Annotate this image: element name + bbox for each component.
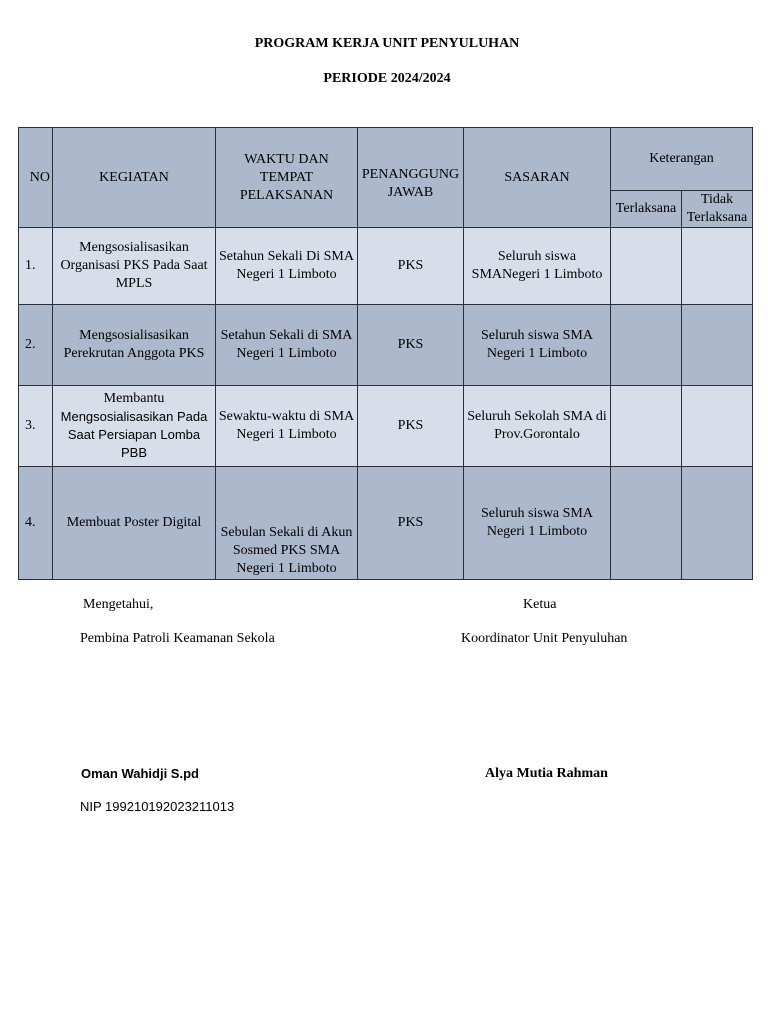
row-penanggung-jawab: PKS [358, 386, 464, 467]
left-signer-nip: NIP 199210192023211013 [80, 799, 235, 814]
row-kegiatan: Membuat Poster Digital [53, 467, 216, 580]
table-row [19, 228, 753, 305]
header-sasaran: SASARAN [464, 128, 611, 228]
row-kegiatan-line2: Mengsosialisasikan Pada Saat Persiapan Lomba PBB [60, 409, 208, 460]
row-penanggung-jawab: PKS [358, 228, 464, 305]
row-tidak-terlaksana [682, 467, 753, 580]
right-signer-name: Alya Mutia Rahman [485, 766, 608, 781]
table-row [19, 467, 753, 580]
header-kegiatan: KEGIATAN [53, 128, 216, 228]
table-row [19, 386, 753, 467]
right-signer-title: Ketua [523, 597, 557, 612]
row-waktu: Setahun Sekali di SMA Negeri 1 Limboto [216, 305, 358, 386]
row-tidak-terlaksana [682, 305, 753, 386]
row-kegiatan: Mengsosialisasikan Organisasi PKS Pada Saat MPLS [53, 228, 216, 305]
row-penanggung-jawab: PKS [358, 467, 464, 580]
row-tidak-terlaksana [682, 386, 753, 467]
program-table [18, 127, 753, 580]
header-tidak-terlaksana: Tidak Terlaksana [682, 191, 753, 228]
row-penanggung-jawab: PKS [358, 305, 464, 386]
row-kegiatan: Mengsosialisasikan Perekrutan Anggota PKS [53, 305, 216, 386]
header-waktu: WAKTU DAN TEMPAT PELAKSANAN [216, 128, 358, 228]
header-row [19, 128, 753, 191]
left-signer-name: Oman Wahidji S.pd [81, 766, 199, 781]
row-terlaksana [611, 386, 682, 467]
right-signer-role: Koordinator Unit Penyuluhan [461, 631, 628, 646]
row-waktu: Setahun Sekali Di SMA Negeri 1 Limboto [216, 228, 358, 305]
row-sasaran: Seluruh siswa SMA Negeri 1 Limboto [464, 305, 611, 386]
header-no: NO [19, 128, 53, 228]
row-sasaran: Seluruh Sekolah SMA di Prov.Gorontalo [464, 386, 611, 467]
row-number: 3. [19, 386, 53, 467]
row-terlaksana [611, 305, 682, 386]
header-terlaksana: Terlaksana [611, 191, 682, 228]
document-period: PERIODE 2024/2024 [323, 71, 451, 86]
row-tidak-terlaksana [682, 228, 753, 305]
row-number: 4. [19, 467, 53, 580]
table-row [19, 305, 753, 386]
left-signer-role: Pembina Patroli Keamanan Sekola [80, 631, 275, 646]
row-sasaran: Seluruh siswa SMANegeri 1 Limboto [464, 228, 611, 305]
row-waktu: Sewaktu-waktu di SMA Negeri 1 Limboto [216, 386, 358, 467]
row-kegiatan [53, 386, 216, 467]
document-title: PROGRAM KERJA UNIT PENYULUHAN [254, 36, 520, 51]
row-terlaksana [611, 467, 682, 580]
row-sasaran: Seluruh siswa SMA Negeri 1 Limboto [464, 467, 611, 580]
row-number: 1. [19, 228, 53, 305]
acknowledge-label: Mengetahui, [83, 597, 154, 612]
row-terlaksana [611, 228, 682, 305]
header-keterangan: Keterangan [611, 128, 753, 191]
row-waktu: Sebulan Sekali di Akun Sosmed PKS SMA Negeri 1 Limboto [216, 467, 358, 580]
header-penanggung-jawab: PENANGGUNG JAWAB [358, 128, 464, 228]
row-number: 2. [19, 305, 53, 386]
row-kegiatan-line1: Membantu [103, 391, 165, 406]
